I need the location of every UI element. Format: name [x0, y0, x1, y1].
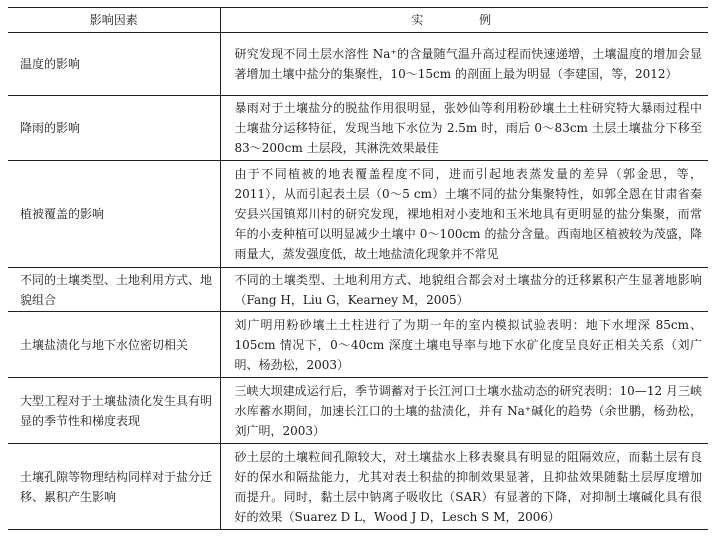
header-factor: 影响因素: [8, 8, 220, 33]
factor-cell: 大型工程对于土壤盐渍化发生具有明显的季节性和梯度表现: [8, 378, 220, 444]
example-cell: 暴雨对于土壤盐分的脱盐作用很明显，张妙仙等利用粉砂壤土土柱研究特大暴雨过程中土壤盐分运移特征，发现当地下水位为 2.5m 时，雨后 0～83cm 土层土壤盐分下移至 83～200cm 土层段，其淋洗效果最佳: [220, 96, 708, 161]
factor-cell: 降雨的影响: [8, 96, 220, 161]
table-row: [8, 444, 708, 530]
example-cell: 砂土层的土壤粒间孔隙较大，对土壤盐水上移表聚具有明显的阻隔效应，而黏土层有良好的保水和隔盐能力，尤其对表土积盐的抑制效果显著，且抑盐效果随黏土层厚度增加而提升。同时，黏土层中钠离子吸收比（SAR）有显著的下降，对抑制土壤碱化具有很好的效果（Suarez D L，Wood J D，Lesch S M，2006）: [220, 444, 708, 530]
factor-cell: 不同的土壤类型、土地利用方式、地貌组合: [8, 268, 220, 312]
table-row: [8, 312, 708, 378]
table-row: [8, 96, 708, 161]
table-row: [8, 378, 708, 444]
factors-table: [8, 7, 708, 530]
example-cell: 由于不同植被的地表覆盖程度不同，进而引起地表蒸发量的差异（郭金思，等，2011），从而引起表土层（0～5 cm）土壤不同的盐分集聚特性，如郭全恩在甘肃省秦安县兴国镇郑川村的研究发现，裸地相对小麦地和玉米地具有更明显的盐分集聚，而常年的小麦种植可以明显减少土壤中 0～100cm 的盐分含量。西南地区植被较为茂盛，降雨量大，蒸发强度低，故土地盐渍化现象并不常见: [220, 161, 708, 268]
example-cell: 不同的土壤类型、土地利用方式、地貌组合都会对土壤盐分的迁移累积产生显著地影响（Fang H，Liu G，Kearney M，2005）: [220, 268, 708, 312]
example-cell: 研究发现不同土层水溶性 Na⁺的含量随气温升高过程而快速递增，土壤温度的增加会显著增加土壤中盐分的集聚性，10～15cm 的剖面上最为明显（李建国，等，2012）: [220, 33, 708, 96]
example-cell: 三峡大坝建成运行后，季节调蓄对于长江河口土壤水盐动态的研究表明：10—12 月三峡水库蓄水期间，加速长江口的土壤的盐渍化，并有 Na⁺碱化的趋势（余世鹏，杨劲松，刘广明，2003）: [220, 378, 708, 444]
header-example: 实 例: [220, 8, 708, 33]
factor-cell: 土壤盐渍化与地下水位密切相关: [8, 312, 220, 378]
table-row: [8, 33, 708, 96]
table-header-row: [8, 8, 708, 33]
example-cell: 刘广明用粉砂壤土土柱进行了为期一年的室内模拟试验表明：地下水埋深 85cm、105cm 情况下，0～40cm 深度土壤电导率与地下水矿化度呈良好正相关关系（刘广明、杨劲松，2003）: [220, 312, 708, 378]
factor-cell: 植被覆盖的影响: [8, 161, 220, 268]
factor-cell: 温度的影响: [8, 33, 220, 96]
factor-cell: 土壤孔隙等物理结构同样对于盐分迁移、累积产生影响: [8, 444, 220, 530]
table-row: [8, 268, 708, 312]
table-row: [8, 161, 708, 268]
